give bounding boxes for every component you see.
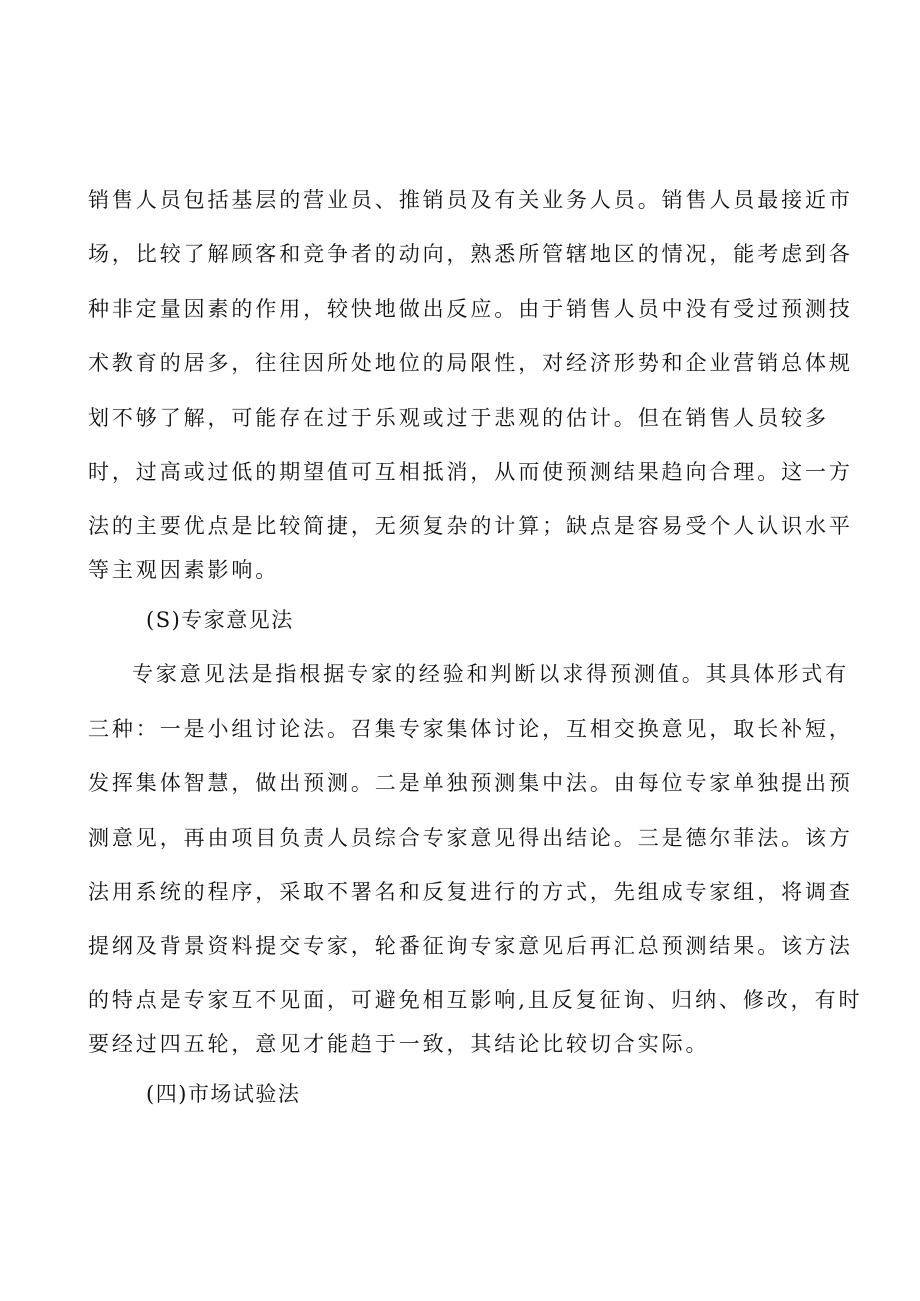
text-line: 划不够了解，可能存在过于乐观或过于悲观的估计。但在销售人员较多 [88,406,829,430]
text-line: 时，过高或过低的期望值可互相抵消，从而使预测结果趋向合理。这一方 [88,460,853,484]
text-line: 种非定量因素的作用，较快地做出反应。由于销售人员中没有受过预测技 [88,297,853,321]
text-line: 三种：一是小组讨论法。召集专家集体讨论，互相交换意见，取长补短， [88,717,853,741]
text-line: 提纲及背景资料提交专家，轮番征询专家意见后再汇总预测结果。该方法 [88,934,853,958]
section-heading-expert-opinion: (S)专家意见法 [146,608,294,632]
text-line: 销售人员包括基层的营业员、推销员及有关业务人员。销售人员最接近市 [88,188,853,212]
text-line: 的特点是专家互不见面，可避免相互影响,且反复征询、归纳、修改，有时 [88,988,863,1012]
text-line: 要经过四五轮，意见才能趋于一致，其结论比较切合实际。 [88,1032,710,1056]
section-heading-market-test: (四)市场试验法 [146,1082,301,1106]
text-line: 术教育的居多，往往因所处地位的局限性，对经济形势和企业营销总体规 [88,351,853,375]
text-line: 法用系统的程序，采取不署名和反复进行的方式，先组成专家组，将调查 [88,880,853,904]
text-line: 等主观因素影响。 [88,558,280,582]
text-line: 法的主要优点是比较简捷，无须复杂的计算；缺点是容易受个人认识水平 [88,514,853,538]
text-line: 专家意见法是指根据专家的经验和判断以求得预测值。其具体形式有 [132,662,849,686]
text-line: 测意见，再由项目负责人员综合专家意见得出结论。三是德尔菲法。该方 [88,826,853,850]
text-line: 发挥集体智慧，做出预测。二是单独预测集中法。由每位专家单独提出预 [88,771,853,795]
text-line: 场，比较了解顾客和竞争者的动向，熟悉所管辖地区的情况，能考虑到各 [88,242,853,266]
